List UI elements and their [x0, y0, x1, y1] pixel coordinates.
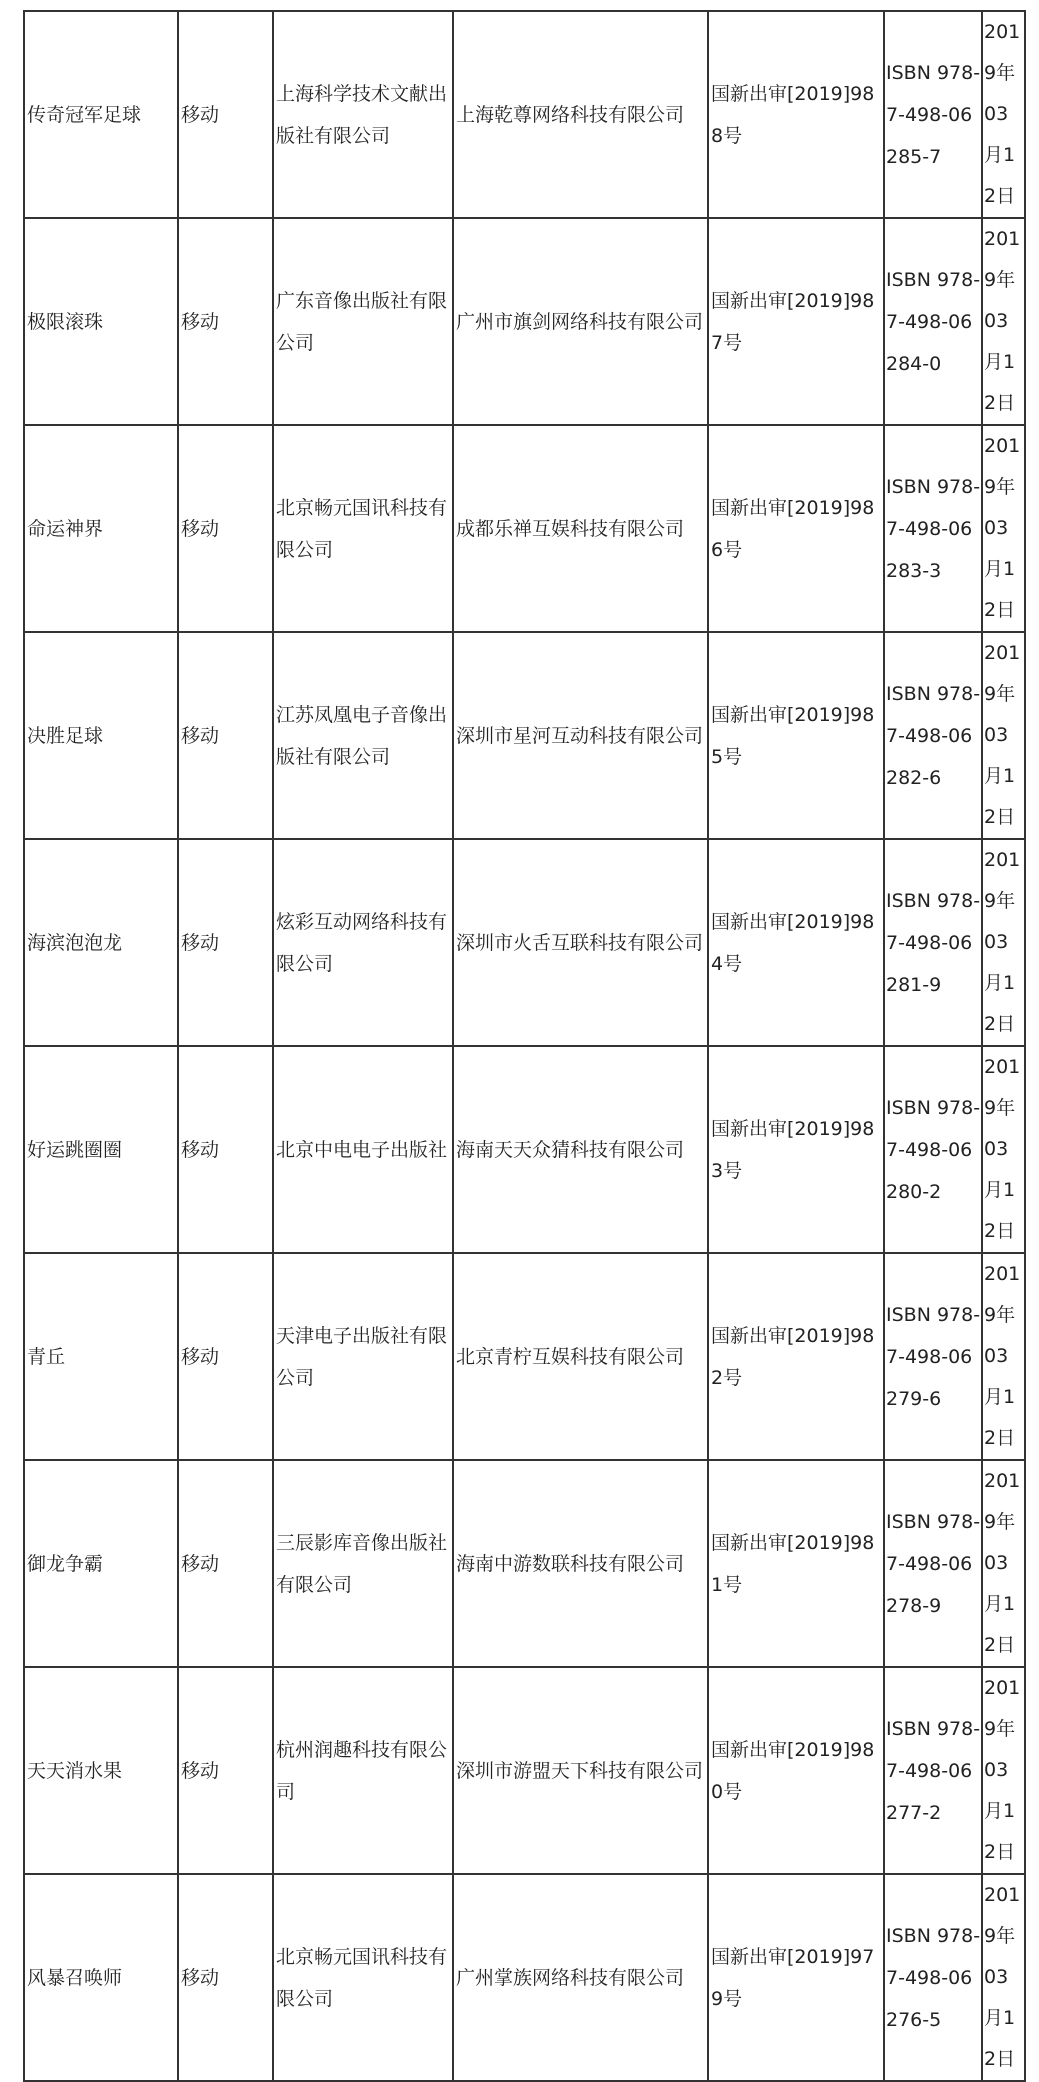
- cell-name: 好运跳圈圈: [24, 1046, 178, 1253]
- cell-isbn: ISBN 978-7-498-06279-6: [884, 1253, 982, 1460]
- cell-publisher: 上海科学技术文献出版社有限公司: [273, 11, 453, 218]
- cell-isbn: ISBN 978-7-498-06283-3: [884, 425, 982, 632]
- cell-publisher: 杭州润趣科技有限公司: [273, 1667, 453, 1874]
- cell-approval-no: 国新出审[2019]983号: [708, 1046, 884, 1253]
- cell-publisher: 北京畅元国讯科技有限公司: [273, 425, 453, 632]
- cell-name: 天天消水果: [24, 1667, 178, 1874]
- cell-date: 2019年03月12日: [982, 11, 1025, 218]
- cell-operator: 海南天天众猜科技有限公司: [453, 1046, 708, 1253]
- cell-publisher: 北京中电电子出版社: [273, 1046, 453, 1253]
- cell-operator: 上海乾尊网络科技有限公司: [453, 11, 708, 218]
- cell-date: 2019年03月12日: [982, 632, 1025, 839]
- cell-approval-no: 国新出审[2019]988号: [708, 11, 884, 218]
- table-row: [24, 11, 1025, 218]
- cell-approval-no: 国新出审[2019]984号: [708, 839, 884, 1046]
- cell-operator: 深圳市游盟天下科技有限公司: [453, 1667, 708, 1874]
- cell-publisher: 广东音像出版社有限公司: [273, 218, 453, 425]
- cell-isbn: ISBN 978-7-498-06284-0: [884, 218, 982, 425]
- cell-publisher: 天津电子出版社有限公司: [273, 1253, 453, 1460]
- cell-publisher: 江苏凤凰电子音像出版社有限公司: [273, 632, 453, 839]
- cell-name: 命运神界: [24, 425, 178, 632]
- cell-operator: 深圳市星河互动科技有限公司: [453, 632, 708, 839]
- cell-date: 2019年03月12日: [982, 1253, 1025, 1460]
- cell-name: 青丘: [24, 1253, 178, 1460]
- cell-approval-no: 国新出审[2019]987号: [708, 218, 884, 425]
- cell-publisher: 三辰影库音像出版社有限公司: [273, 1460, 453, 1667]
- cell-operator: 北京青柠互娱科技有限公司: [453, 1253, 708, 1460]
- cell-date: 2019年03月12日: [982, 218, 1025, 425]
- cell-type: 移动: [178, 632, 273, 839]
- cell-type: 移动: [178, 839, 273, 1046]
- cell-publisher: 北京畅元国讯科技有限公司: [273, 1874, 453, 2081]
- cell-date: 2019年03月12日: [982, 839, 1025, 1046]
- cell-isbn: ISBN 978-7-498-06280-2: [884, 1046, 982, 1253]
- game-approval-table: [23, 10, 1026, 2082]
- table-row: [24, 632, 1025, 839]
- cell-name: 决胜足球: [24, 632, 178, 839]
- cell-operator: 广州掌族网络科技有限公司: [453, 1874, 708, 2081]
- cell-approval-no: 国新出审[2019]982号: [708, 1253, 884, 1460]
- cell-type: 移动: [178, 1874, 273, 2081]
- cell-isbn: ISBN 978-7-498-06281-9: [884, 839, 982, 1046]
- cell-type: 移动: [178, 425, 273, 632]
- table-body: [24, 11, 1025, 2081]
- table-row: [24, 425, 1025, 632]
- cell-isbn: ISBN 978-7-498-06278-9: [884, 1460, 982, 1667]
- cell-type: 移动: [178, 218, 273, 425]
- cell-date: 2019年03月12日: [982, 1874, 1025, 2081]
- table-row: [24, 1253, 1025, 1460]
- cell-date: 2019年03月12日: [982, 425, 1025, 632]
- cell-isbn: ISBN 978-7-498-06276-5: [884, 1874, 982, 2081]
- cell-type: 移动: [178, 1046, 273, 1253]
- cell-approval-no: 国新出审[2019]979号: [708, 1874, 884, 2081]
- table-row: [24, 1460, 1025, 1667]
- cell-operator: 深圳市火舌互联科技有限公司: [453, 839, 708, 1046]
- cell-name: 风暴召唤师: [24, 1874, 178, 2081]
- cell-name: 极限滚珠: [24, 218, 178, 425]
- cell-operator: 广州市旗剑网络科技有限公司: [453, 218, 708, 425]
- cell-isbn: ISBN 978-7-498-06282-6: [884, 632, 982, 839]
- cell-approval-no: 国新出审[2019]981号: [708, 1460, 884, 1667]
- cell-date: 2019年03月12日: [982, 1046, 1025, 1253]
- cell-type: 移动: [178, 11, 273, 218]
- cell-name: 传奇冠军足球: [24, 11, 178, 218]
- cell-approval-no: 国新出审[2019]980号: [708, 1667, 884, 1874]
- table-row: [24, 1874, 1025, 2081]
- cell-isbn: ISBN 978-7-498-06277-2: [884, 1667, 982, 1874]
- cell-operator: 成都乐禅互娱科技有限公司: [453, 425, 708, 632]
- left-margin: [0, 0, 23, 1681]
- cell-approval-no: 国新出审[2019]985号: [708, 632, 884, 839]
- cell-date: 2019年03月12日: [982, 1460, 1025, 1667]
- cell-type: 移动: [178, 1667, 273, 1874]
- table-row: [24, 218, 1025, 425]
- table-row: [24, 1667, 1025, 1874]
- table-row: [24, 1046, 1025, 1253]
- cell-operator: 海南中游数联科技有限公司: [453, 1460, 708, 1667]
- cell-isbn: ISBN 978-7-498-06285-7: [884, 11, 982, 218]
- cell-name: 御龙争霸: [24, 1460, 178, 1667]
- table-row: [24, 839, 1025, 1046]
- cell-publisher: 炫彩互动网络科技有限公司: [273, 839, 453, 1046]
- cell-approval-no: 国新出审[2019]986号: [708, 425, 884, 632]
- cell-type: 移动: [178, 1253, 273, 1460]
- cell-date: 2019年03月12日: [982, 1667, 1025, 1874]
- cell-type: 移动: [178, 1460, 273, 1667]
- cell-name: 海滨泡泡龙: [24, 839, 178, 1046]
